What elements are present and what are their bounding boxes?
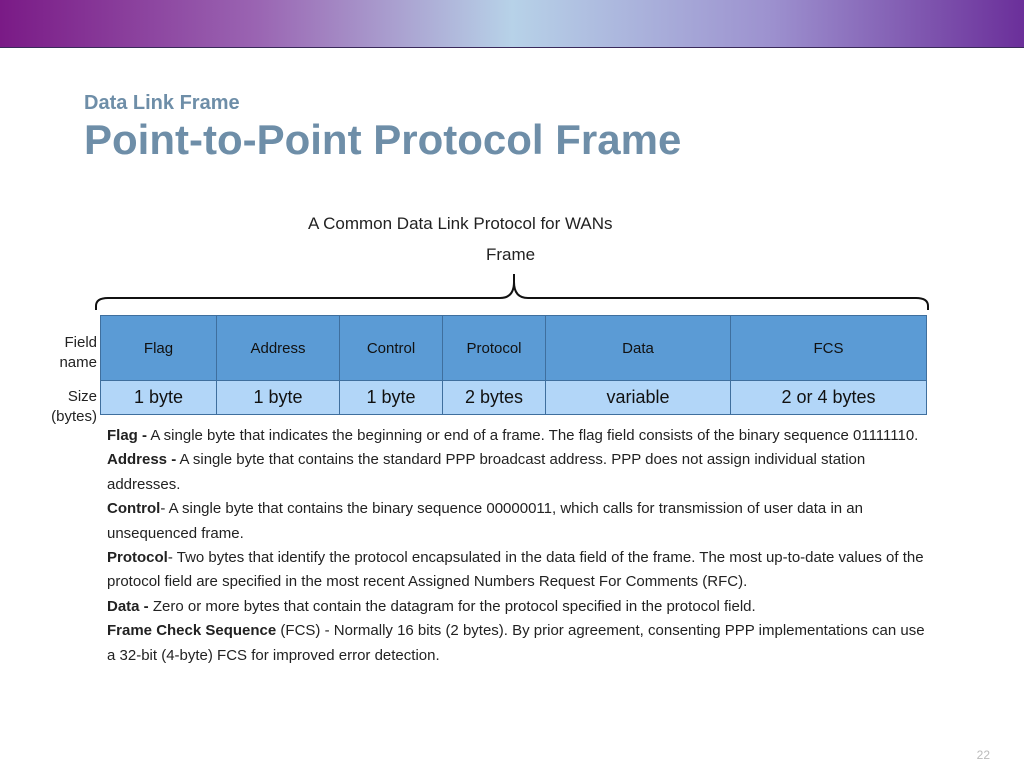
description-term: Flag - bbox=[107, 427, 147, 444]
description-text: A single byte that indicates the beginning or end of a frame. The flag field consists of the binary sequence 01111110. bbox=[147, 427, 919, 444]
field-label-line1: Field bbox=[64, 334, 97, 351]
description-protocol bbox=[107, 546, 937, 595]
page-number: 22 bbox=[976, 748, 990, 762]
field-cell-data: Data bbox=[546, 316, 731, 380]
field-cell-fcs: FCS bbox=[731, 316, 926, 380]
frame-brace bbox=[90, 268, 935, 314]
figure-caption: A Common Data Link Protocol for WANs bbox=[308, 214, 613, 233]
size-label bbox=[30, 387, 97, 427]
size-cell-protocol: 2 bytes bbox=[443, 381, 546, 414]
slide-subtitle: Data Link Frame bbox=[84, 92, 240, 114]
frame-label: Frame bbox=[486, 245, 536, 264]
size-cell-address: 1 byte bbox=[217, 381, 340, 414]
description-data bbox=[107, 595, 937, 619]
size-label-line1: Size bbox=[67, 388, 97, 405]
field-cell-protocol: Protocol bbox=[443, 316, 546, 380]
top-banner bbox=[0, 0, 1024, 48]
description-term: Frame Check Sequence bbox=[107, 622, 277, 640]
description-fcs bbox=[107, 619, 937, 668]
description-term: Data - bbox=[107, 597, 149, 615]
field-descriptions bbox=[107, 424, 937, 668]
size-cell-flag: 1 byte bbox=[101, 381, 217, 414]
description-address bbox=[107, 448, 937, 497]
field-cell-flag: Flag bbox=[101, 316, 217, 380]
description-text: A single byte that contains the standard PPP broadcast address. PPP does not assign individual station addresses. bbox=[107, 451, 866, 493]
field-name-label bbox=[40, 333, 97, 373]
slide-title: Point-to-Point Protocol Frame bbox=[84, 116, 682, 163]
description-text: Zero or more bytes that contain the datagram for the protocol specified in the protocol field. bbox=[148, 597, 756, 615]
field-name-row bbox=[100, 315, 927, 381]
size-label-line2: (bytes) bbox=[51, 408, 97, 425]
description-text: - A single byte that contains the binary sequence 00000011, which calls for transmission of user data in an unsequenced frame. bbox=[107, 500, 863, 542]
field-cell-control: Control bbox=[340, 316, 443, 380]
description-term: Protocol bbox=[107, 549, 168, 567]
size-cell-fcs: 2 or 4 bytes bbox=[731, 381, 926, 414]
size-cell-data: variable bbox=[546, 381, 731, 414]
description-text: - Two bytes that identify the protocol encapsulated in the data field of the frame. The most up-to-date values of the protocol field are specified in the most recent Assigned Numbers Request For Comments (RFC). bbox=[107, 549, 924, 591]
field-label-line2: name bbox=[59, 354, 97, 371]
description-term: Control bbox=[107, 500, 161, 518]
size-cell-control: 1 byte bbox=[340, 381, 443, 414]
field-size-row bbox=[100, 381, 927, 415]
description-flag bbox=[107, 424, 937, 448]
description-control bbox=[107, 497, 937, 546]
field-cell-address: Address bbox=[217, 316, 340, 380]
description-text: (FCS) - Normally 16 bits (2 bytes). By prior agreement, consenting PPP implementations can use a 32-bit (4-byte) FCS for improved error detection. bbox=[107, 622, 925, 664]
description-term: Address - bbox=[107, 451, 177, 469]
